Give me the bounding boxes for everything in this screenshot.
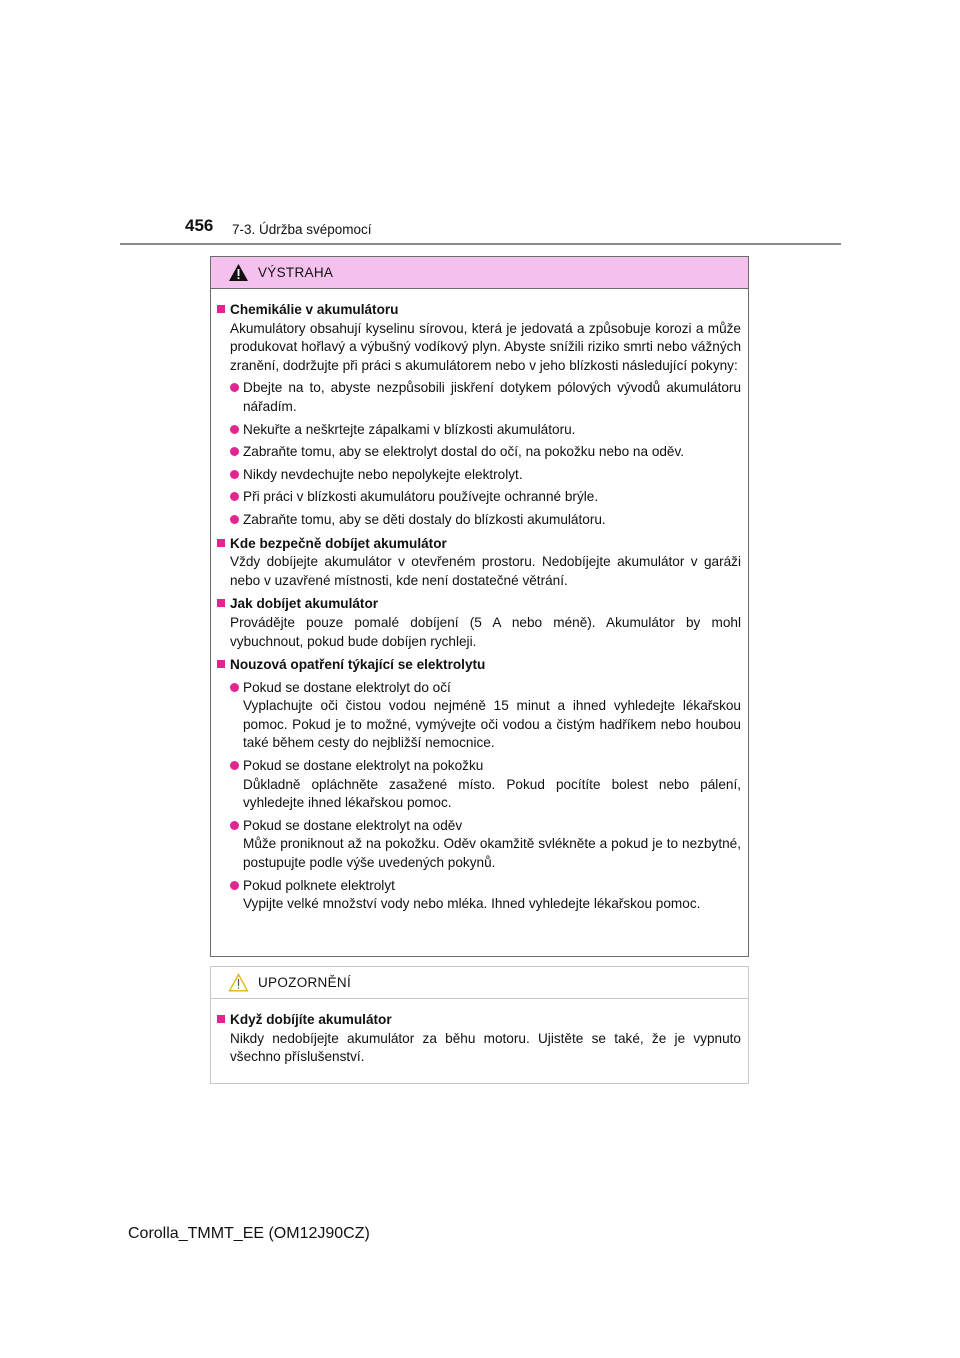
square-bullet-icon <box>217 305 225 313</box>
round-bullet-icon <box>230 470 239 479</box>
round-bullet-icon <box>230 492 239 501</box>
list-item-text <box>243 877 741 914</box>
header-rule <box>120 243 841 245</box>
list-item-text: Dbejte na to, abyste nezpůsobili jiskření dotykem pólových vývodů akumulátoru nářadím. <box>243 380 741 414</box>
list-item <box>230 466 741 485</box>
list-item-body: Vypijte velké množství vody nebo mléka. Ihned vyhledejte lékařskou pomoc. <box>243 896 701 912</box>
caution-header <box>211 967 748 999</box>
topic-charging <box>217 1011 741 1030</box>
square-bullet-icon <box>217 539 225 547</box>
list-item-title: Pokud se dostane elektrolyt na oděv <box>243 817 463 833</box>
list-item-body: Může proniknout až na pokožku. Oděv okamžitě svlékněte a pokud je to nezbytné, postupujte podle výše uvedených pokynů. <box>243 836 741 871</box>
list-item-text: Nikdy nevdechujte nebo nepolykejte elektrolyt. <box>243 466 523 482</box>
section-title: 7-3. Údržba svépomocí <box>232 222 372 237</box>
list-item-body: Vyplachujte oči čistou vodou nejméně 15 minut a ihned vyhledejte lékařskou pomoc. Pokud je to možné, vymývejte oči vodou a čistým hadříkem nebo houbou také během cesty do nejbližší nemocnice. <box>243 698 741 751</box>
round-bullet-icon <box>230 425 239 434</box>
list-item <box>230 817 741 873</box>
list-item-text: Při práci v blízkosti akumulátoru používejte ochranné brýle. <box>243 489 599 505</box>
caution-title: UPOZORNĚNÍ <box>258 975 352 990</box>
list-item <box>230 679 741 753</box>
list-item <box>230 421 741 440</box>
warning-title: VÝSTRAHA <box>258 265 334 280</box>
square-bullet-icon <box>217 660 225 668</box>
list-item-text: Zabraňte tomu, aby se děti dostaly do blízkosti akumulátoru. <box>243 511 606 527</box>
round-bullet-icon <box>230 383 239 392</box>
list-item-text: Zabraňte tomu, aby se elektrolyt dostal do očí, na pokožku nebo na oděv. <box>243 444 685 460</box>
topic-where <box>217 535 741 554</box>
topic-text: Nikdy nedobíjejte akumulátor za běhu motoru. Ujistěte se také, že je vypnuto všechno příslušenství. <box>230 1030 741 1065</box>
list-item <box>230 488 741 507</box>
list-item-text <box>243 679 741 753</box>
topic-heading: Jak dobíjet akumulátor <box>230 596 379 612</box>
list-item-title: Pokud se dostane elektrolyt na pokožku <box>243 758 484 774</box>
round-bullet-icon <box>230 683 239 692</box>
topic-heading: Když dobíjíte akumulátor <box>230 1012 392 1027</box>
topic-heading: Chemikálie v akumulátoru <box>230 302 399 317</box>
warning-body <box>211 289 748 914</box>
topic-text: Akumulátory obsahují kyselinu sírovou, která je jedovatá a způsobuje korozi a může produkovat hořlavý a výbušný vodíkový plyn. Abyste snížili riziko smrti nebo vážných zranění, dodržujte při práci s akumulátorem nebo v jeho blízkosti následující pokyny: <box>230 320 741 373</box>
topic-text: Vždy dobíjejte akumulátor v otevřeném prostoru. Nedobíjejte akumulátor v garáži nebo v uzavřené místnosti, kde není dostatečné větrání. <box>230 554 741 588</box>
list-item-text <box>243 817 741 873</box>
round-bullet-icon <box>230 821 239 830</box>
topic-text: Provádějte pouze pomalé dobíjení (5 A nebo méně). Akumulátor by mohl vybuchnout, pokud bude dobíjen rychleji. <box>230 614 741 649</box>
square-bullet-icon <box>217 1015 225 1023</box>
caution-box <box>210 966 749 1084</box>
list-item-text <box>243 757 741 813</box>
round-bullet-icon <box>230 881 239 890</box>
list-item-title: Pokud se dostane elektrolyt do očí <box>243 679 451 695</box>
topic-heading: Kde bezpečně dobíjet akumulátor <box>230 535 447 551</box>
round-bullet-icon <box>230 761 239 770</box>
list-item <box>230 877 741 914</box>
list-item <box>230 511 741 530</box>
list-item-text: Nekuřte a neškrtejte zápalkami v blízkosti akumulátoru. <box>243 421 576 437</box>
topic-emergency <box>217 656 741 675</box>
topic-chemicals <box>217 301 741 320</box>
caution-body <box>211 999 748 1067</box>
list-item <box>230 443 741 462</box>
footer-document-id: Corolla_TMMT_EE (OM12J90CZ) <box>128 1225 370 1242</box>
square-bullet-icon <box>217 599 225 607</box>
warning-box <box>210 256 749 957</box>
list-item <box>230 757 741 813</box>
list-item-body: Důkladně opláchněte zasažené místo. Pokud pocítíte bolest nebo pálení, vyhledejte ihned lékařskou pomoc. <box>243 776 741 811</box>
round-bullet-icon <box>230 447 239 456</box>
round-bullet-icon <box>230 515 239 524</box>
warning-triangle-icon <box>228 263 249 282</box>
caution-triangle-icon <box>228 973 249 992</box>
warning-header <box>211 257 748 289</box>
page-number: 456 <box>185 216 214 235</box>
topic-how <box>217 595 741 614</box>
list-item-title: Pokud polknete elektrolyt <box>243 877 395 893</box>
list-item <box>230 379 741 416</box>
topic-heading: Nouzová opatření týkající se elektrolytu <box>230 657 486 673</box>
